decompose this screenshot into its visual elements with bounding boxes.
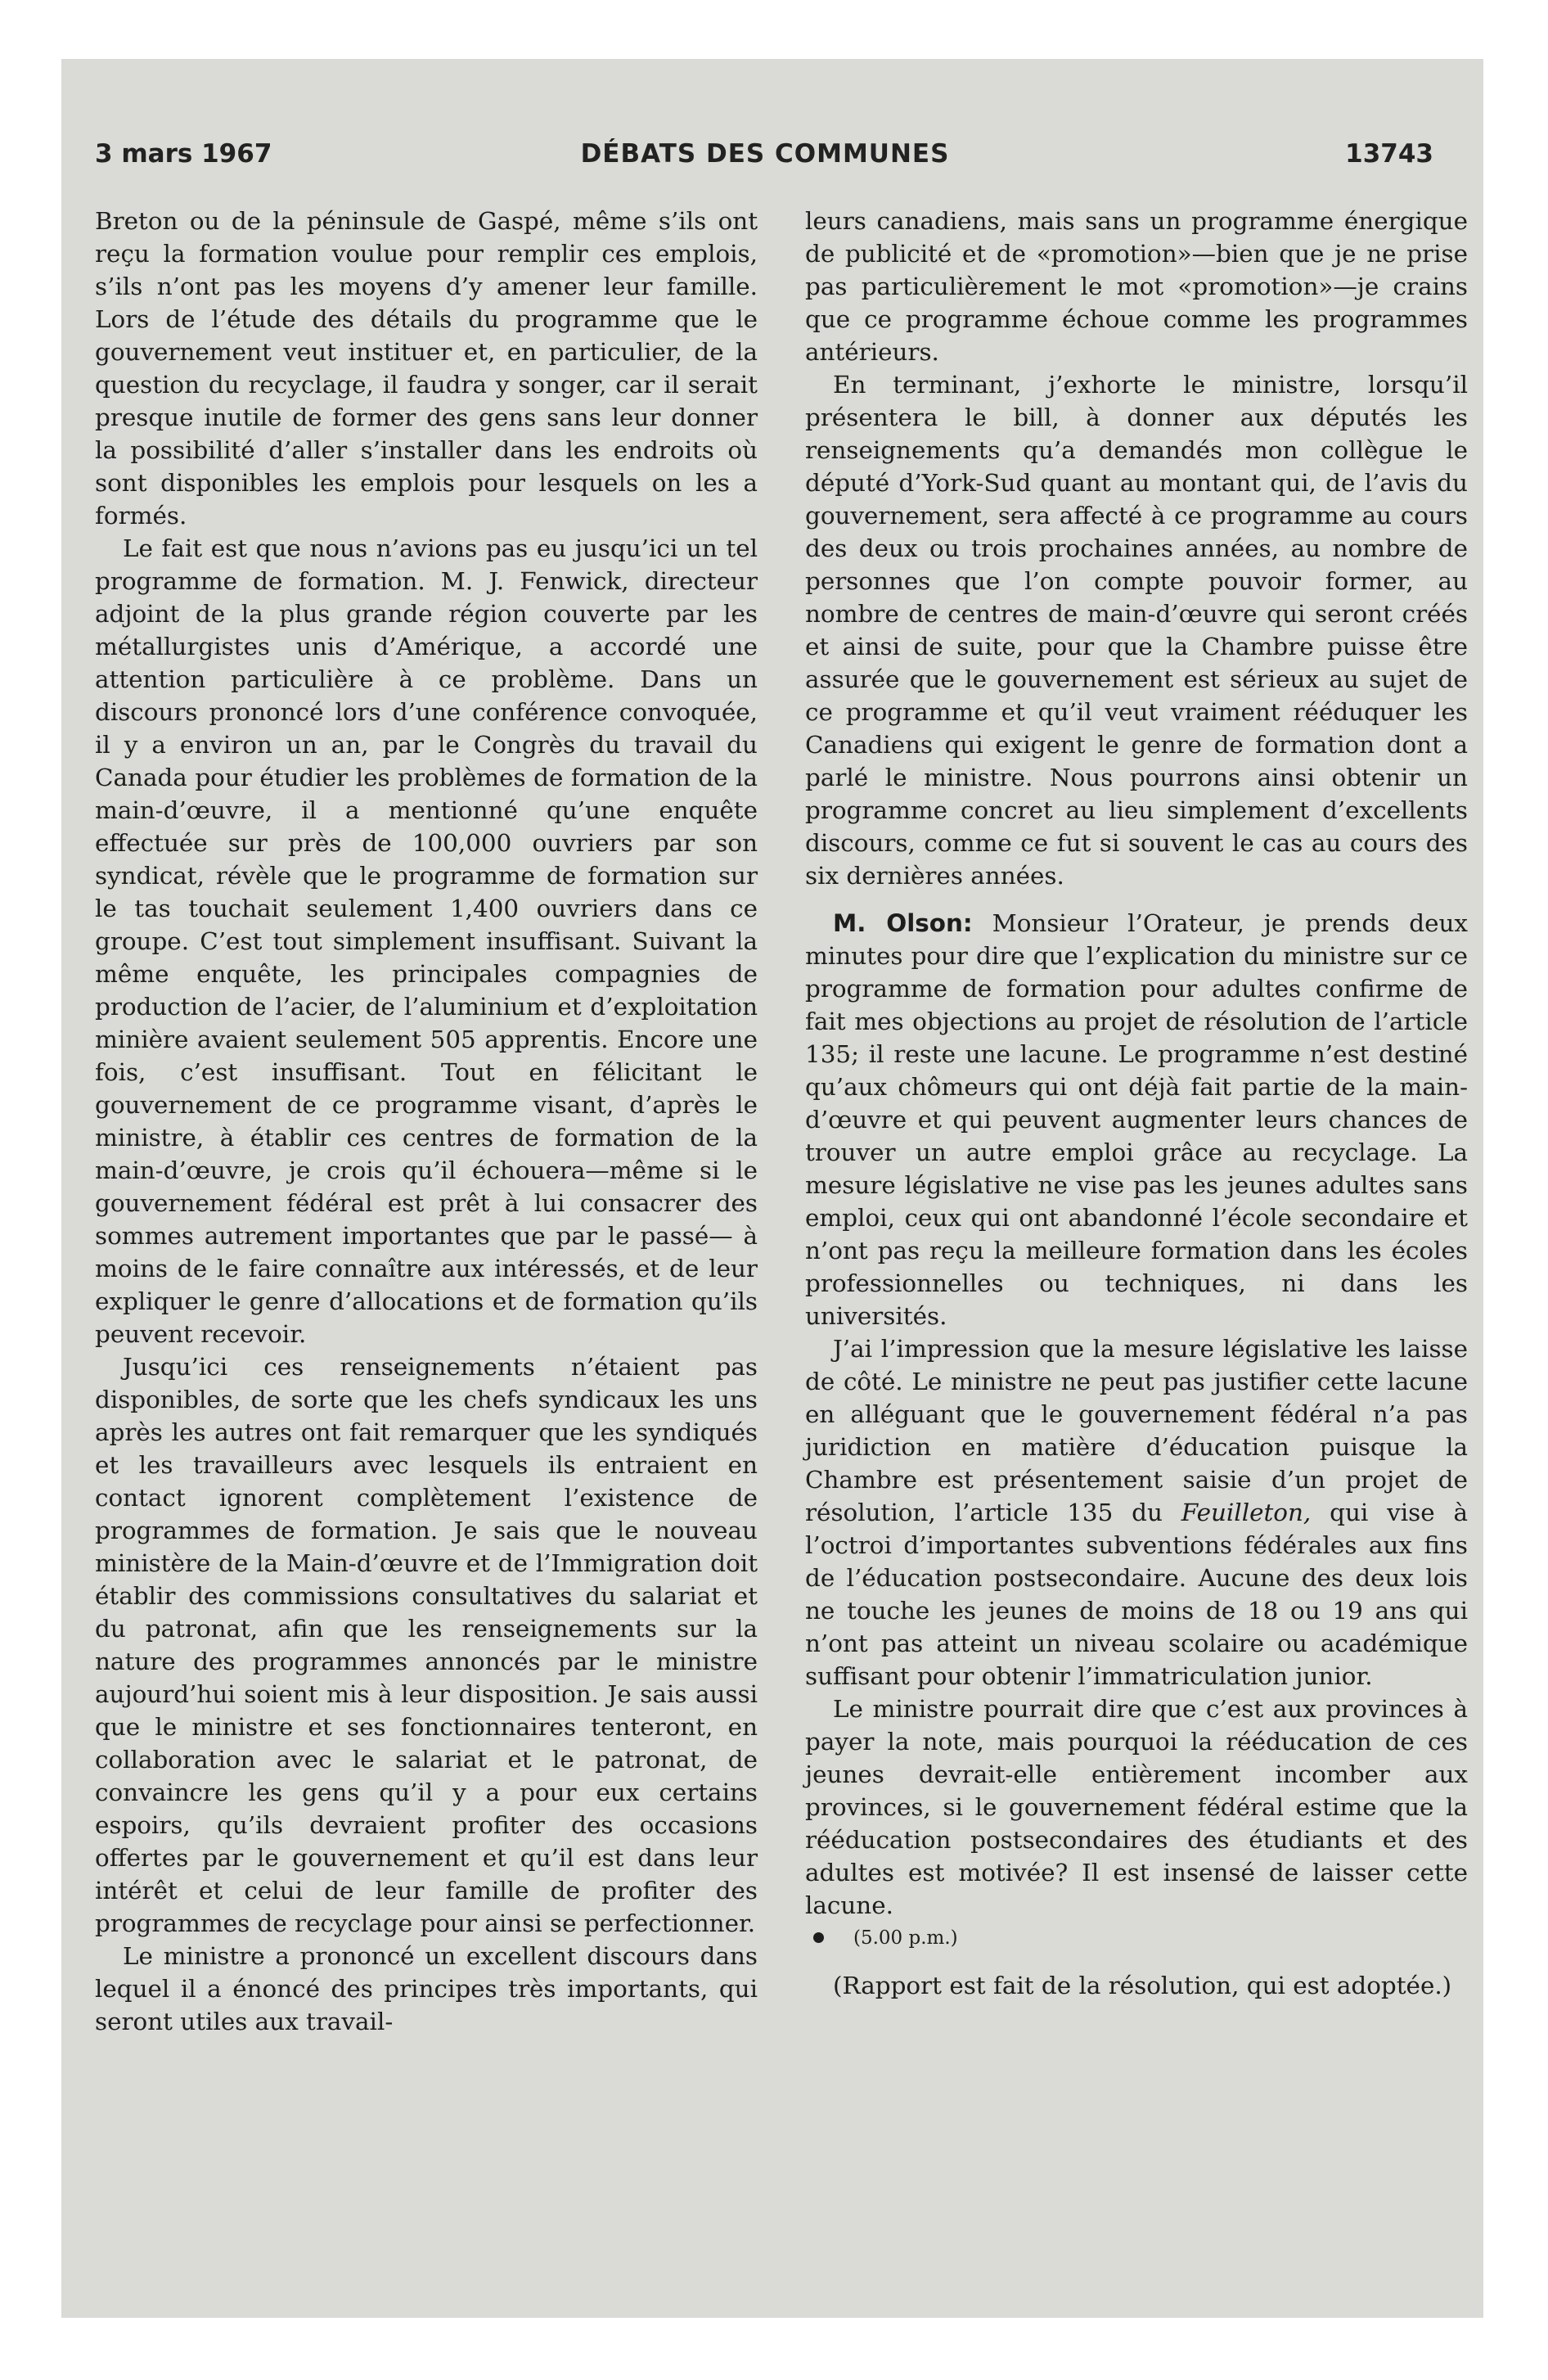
paragraph: Le ministre a prononcé un excellent discours dans lequel il a énoncé des principes très importants, qui seront utiles aux travail- [95, 1942, 758, 2035]
page-header [90, 131, 1440, 172]
speaker-name: M. Olson: [833, 909, 973, 937]
paragraph-text: J’ai l’impression que la mesure législative les laisse de côté. Le ministre ne peut pas justifier cette lacune en alléguant que le gouvernement fédéral n’a pas juridiction en matière d’éducation puisque la Chambre est présentement saisie d’un projet de résolution, l’article 135 du [805, 1335, 1468, 1526]
right-column [805, 205, 1468, 2002]
paragraph-text: qui vise à l’octroi d’importantes subventions fédérales aux fins de l’éducation postsecondaire. Aucune des deux lois ne touche les jeunes de moins de 18 ou 19 ans qui n’ont pas atteint un niveau scolaire ou académique suffisant pour obtenir l’immatriculation junior. [805, 1499, 1468, 1690]
header-title: DÉBATS DES COMMUNES [580, 139, 950, 169]
italic-reference: Feuilleton, [1181, 1499, 1312, 1526]
header-page-number: 13743 [1345, 139, 1433, 169]
left-column [95, 205, 758, 2038]
paragraph: Jusqu’ici ces renseignements n’étaient pas disponibles, de sorte que les chefs syndicaux les uns après les autres ont fait remarquer que les syndiqués et les travailleurs avec lesquels ils entraient en contact ignorent complètement l’existence de programmes de formation. Je sais que le nouveau ministère de la Main-d’œuvre et de l’Immigration doit établir des commissions consultatives du salariat et du patronat, afin que les renseignements sur la nature des programmes annoncés par le ministre aujourd’hui soient mis à leur disposition. Je sais aussi que le ministre et ses fonctionnaires tenteront, en collaboration avec le salariat et le patronat, de convaincre les gens qu’il y a pour eux certains espoirs, qu’ils devraient profiter des occasions offertes par le gouvernement et qu’il est dans leur intérêt et celui de leur famille de profiter des programmes de recyclage pour ainsi se perfectionner. [95, 1353, 758, 1937]
paragraph: Le ministre pourrait dire que c’est aux provinces à payer la note, mais pourquoi la rééducation de ces jeunes devrait-elle entièrement incomber aux provinces, si le gouvernement fédéral estime que la rééducation postsecondaires des étudiants et des adultes est motivée? Il est insensé de laisser cette lacune. [805, 1695, 1468, 1919]
paragraph: leurs canadiens, mais sans un programme énergique de publicité et de «promotion»—bien que je ne prise pas particulièrement le mot «promotion»—je crains que ce programme échoue comme les programmes antérieurs. [805, 207, 1468, 366]
speech-text: Monsieur l’Orateur, je prends deux minutes pour dire que l’explication du ministre sur ce programme de formation pour adultes confirme de fait mes objections au projet de résolution de l’article 135; il reste une lacune. Le programme n’est destiné qu’aux chômeurs qui ont déjà fait partie de la main-d’œuvre et qui peuvent augmenter leurs chances de trouver un autre emploi grâce au recyclage. La mesure législative ne vise pas les jeunes adultes sans emploi, ceux qui ont abandonné l’école secondaire et n’ont pas reçu la meilleure formation dans les écoles professionnelles ou techniques, ni dans les universités. [805, 909, 1468, 1330]
time-marker [805, 1922, 1468, 1954]
speech-paragraph [805, 907, 1468, 1332]
paragraph: Breton ou de la péninsule de Gaspé, même s’ils ont reçu la formation voulue pour remplir ces emplois, s’ils n’ont pas les moyens d’y amener leur famille. Lors de l’étude des détails du programme que le gouvernement veut instituer et, en particulier, de la question du recyclage, il faudra y songer, car il serait presque inutile de former des gens sans leur donner la possibilité d’aller s’installer dans les endroits où sont disponibles les emplois pour lesquels on les a formés. [95, 207, 758, 530]
paragraph: (Rapport est fait de la résolution, qui est adoptée.) [833, 1972, 1452, 1999]
bullet-icon [813, 1932, 824, 1943]
time-text: (5.00 p.m.) [853, 1927, 958, 1949]
paragraph [805, 1332, 1468, 1693]
paragraph: Le fait est que nous n’avions pas eu jusqu’ici un tel programme de formation. M. J. Fenwick, directeur adjoint de la plus grande région couverte par les métallurgistes unis d’Amérique, a accordé une attention particulière à ce problème. Dans un discours prononcé lors d’une conférence convoquée, il y a environ un an, par le Congrès du travail du Canada pour étudier les problèmes de formation de la main-d’œuvre, il a mentionné qu’une enquête effectuée sur près de 100,000 ouvriers par son syndicat, révèle que le programme de formation sur le tas touchait seulement 1,400 ouvriers dans ce groupe. C’est tout simplement insuffisant. Suivant la même enquête, les principales compagnies de production de l’acier, de l’aluminium et d’exploitation minière avaient seulement 505 apprentis. Encore une fois, c’est insuffisant. Tout en félicitant le gouvernement de ce programme visant, d’après le ministre, à établir ces centres de formation de la main-d’œuvre, je crois qu’il échouera—même si le gouvernement fédéral est prêt à lui consacrer des sommes autrement importantes que par le passé— à moins de le faire connaître aux intéressés, et de leur expliquer le genre d’allocations et de formation qu’ils peuvent recevoir. [95, 534, 758, 1348]
page [90, 131, 1468, 2292]
header-date: 3 mars 1967 [95, 139, 272, 169]
paragraph: En terminant, j’exhorte le ministre, lorsqu’il présentera le bill, à donner aux députés les renseignements qu’a demandés mon collègue le député d’York-Sud quant au montant qui, de l’avis du gouvernement, sera affecté à ce programme au cours des deux ou trois prochaines années, au nombre de personnes que l’on compte pouvoir former, au nombre de centres de main-d’œuvre qui seront créés et ainsi de suite, pour que la Chambre puisse être assurée que le gouvernement est sérieux au sujet de ce programme et qu’il veut vraiment rééduquer les Canadiens qui exigent le genre de formation dont a parlé le ministre. Nous pourrons ainsi obtenir un programme concret au lieu simplement d’excellents discours, comme ce fut si souvent le cas au cours des six dernières années. [805, 371, 1468, 890]
